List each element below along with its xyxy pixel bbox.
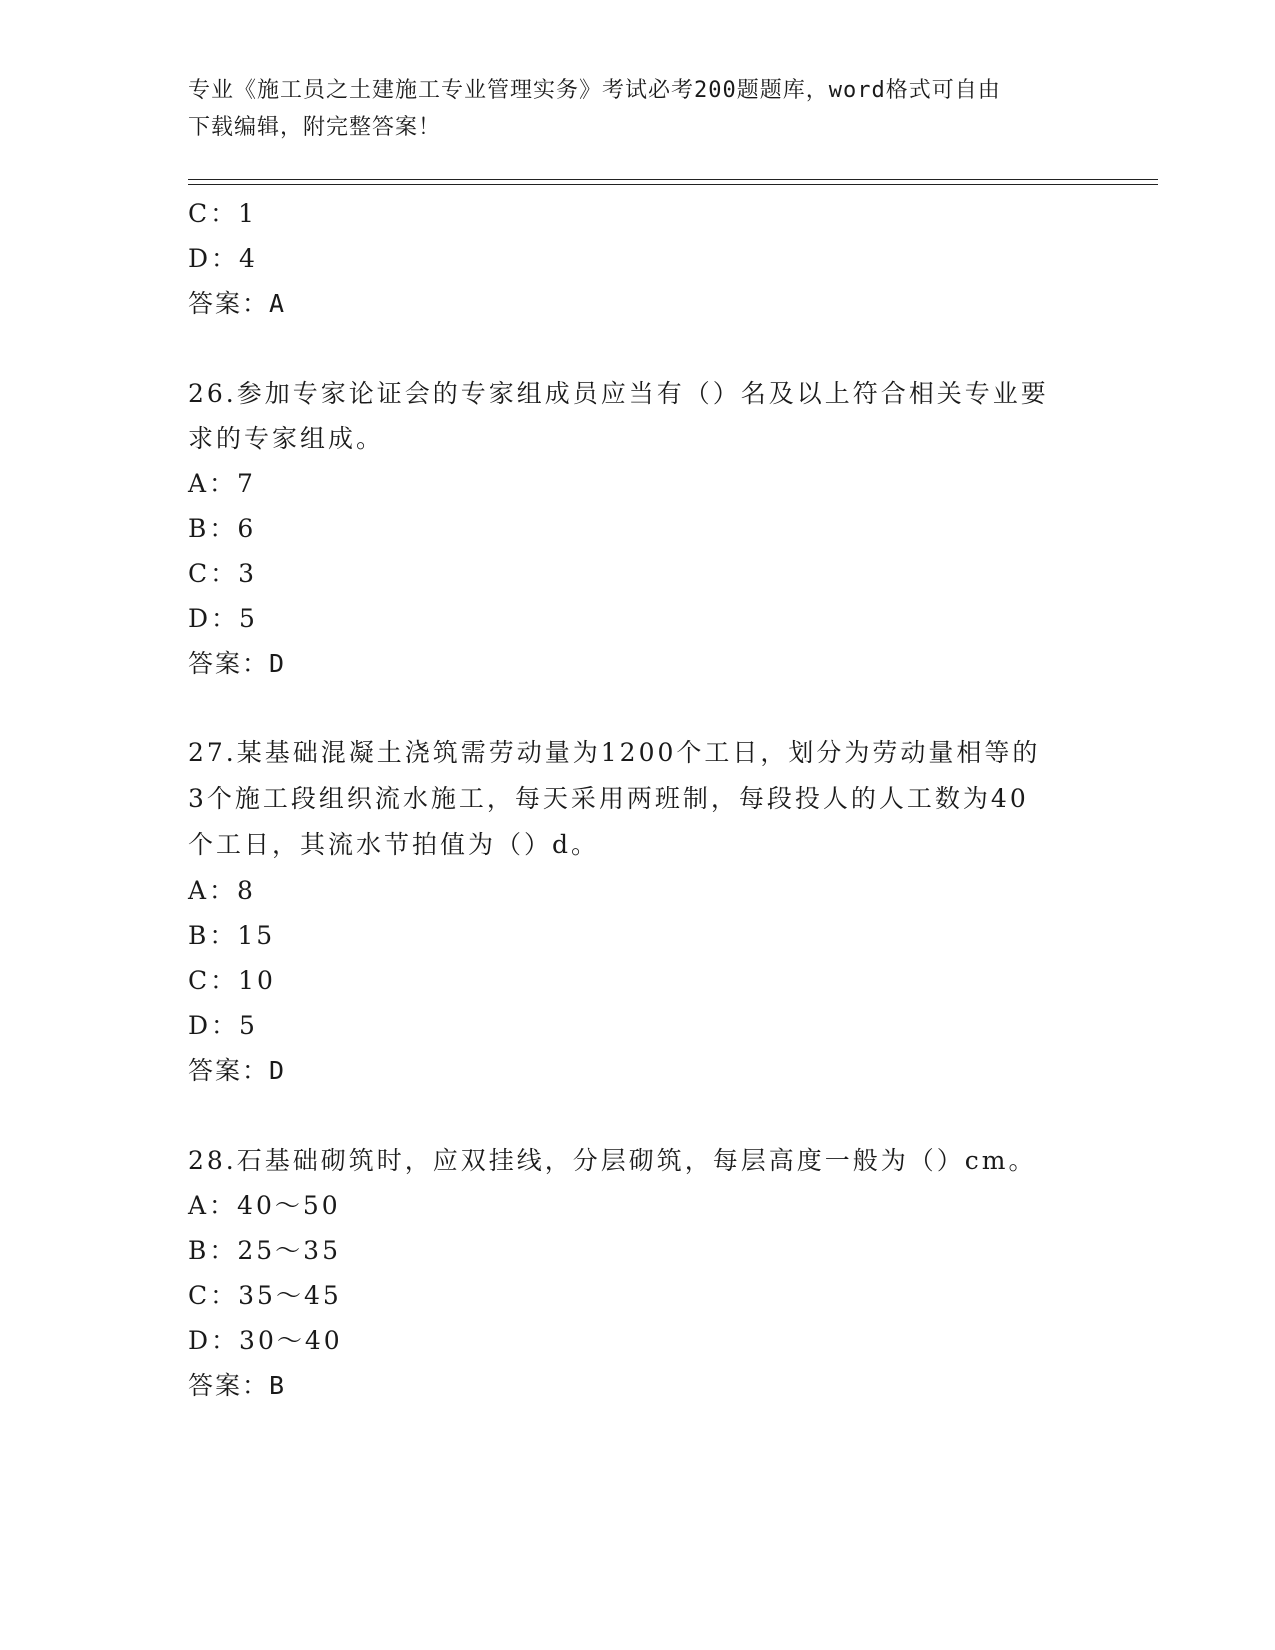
q28-option-c: C：35～45 [188,1281,342,1310]
q26-stem-line-2: 求的专家组成。 [188,424,385,453]
q27-option-b: B：15 [188,921,276,950]
header-line-2: 下载编辑，附完整答案！ [188,115,442,140]
document-header [188,72,1088,146]
q27-option-a: A：8 [188,876,256,905]
q28-option-b: B：25～35 [188,1236,341,1265]
q27-stem-line-2: 3个施工段组织流水施工，每天采用两班制，每段投人的人工数为40 [188,784,1029,813]
q26-option-b: B：6 [188,514,257,543]
q28-option-a: A：40～50 [188,1191,341,1220]
prev-answer: 答案：A [188,289,287,318]
q26-option-a: A：7 [188,469,256,498]
q27-option-c: C：10 [188,966,276,995]
q28-stem-line-1: 28.石基础砌筑时，应双挂线，分层砌筑，每层高度一般为（）cm。 [188,1146,1037,1175]
header-line-1: 专业《施工员之土建施工专业管理实务》考试必考200题题库，word格式可自由 [188,78,1001,103]
header-divider-top [188,179,1158,180]
q27-option-d: D：5 [188,1011,258,1040]
q27-answer: 答案：D [188,1056,287,1085]
header-divider-bottom [188,184,1158,185]
q26-answer: 答案：D [188,649,287,678]
q27-stem-line-3: 个工日，其流水节拍值为（）d。 [188,830,600,859]
q27-stem-line-1: 27.某基础混凝土浇筑需劳动量为1200个工日，划分为劳动量相等的 [188,738,1041,767]
q26-option-d: D：5 [188,604,258,633]
prev-option-d: D：4 [188,244,258,273]
prev-option-c: C：1 [188,199,258,228]
q28-answer: 答案：B [188,1371,287,1400]
q26-option-c: C：3 [188,559,258,588]
q28-option-d: D：30～40 [188,1326,343,1355]
q26-stem-line-1: 26.参加专家论证会的专家组成员应当有（）名及以上符合相关专业要 [188,379,1049,408]
